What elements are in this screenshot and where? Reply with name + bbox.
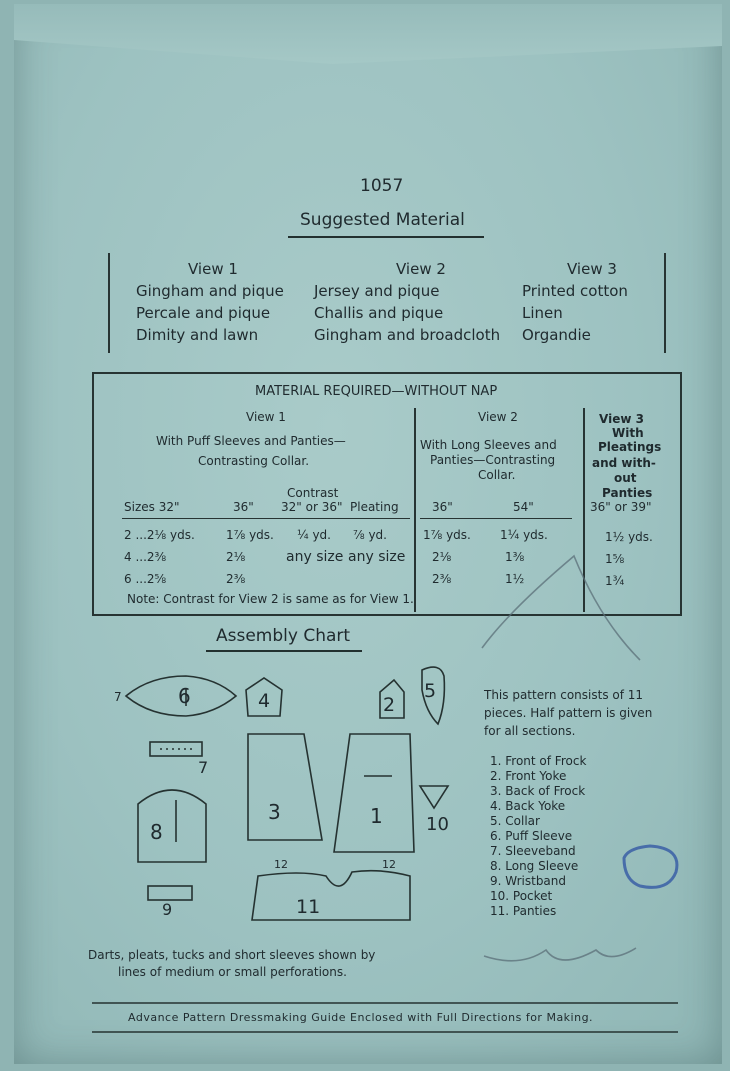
piece-list-item: 11. Panties <box>490 904 557 918</box>
piece-label: 12 <box>274 858 288 871</box>
material-item: Linen <box>522 304 563 322</box>
col-54: 54" <box>513 500 534 514</box>
piece-list-item: 4. Back Yoke <box>490 799 566 813</box>
piece-10-outline <box>420 786 448 808</box>
cell: ⅞ yd. <box>353 528 387 542</box>
view1-label: View 1 <box>188 260 238 278</box>
piece-7-outline <box>150 742 202 756</box>
cell: 1½ <box>505 572 525 586</box>
col-36: 36" <box>233 500 254 514</box>
material-item: Dimity and lawn <box>136 326 259 344</box>
piece-9-outline <box>148 886 192 900</box>
piece-label: 4 <box>258 690 271 712</box>
mr-view2-desc: Collar. <box>478 468 516 482</box>
piece-list-item: 7. Sleeveband <box>490 844 576 858</box>
piece-list-item: 10. Pocket <box>490 889 553 903</box>
perforation-note: Darts, pleats, tucks and short sleeves shown by <box>88 948 376 962</box>
piece-label: 3 <box>268 800 281 824</box>
cell: 4 ...2⅜ <box>124 550 167 564</box>
col-36-39: 36" or 39" <box>590 500 652 514</box>
piece-label: 11 <box>296 896 321 918</box>
pencil-scribble <box>482 556 640 660</box>
material-item: Percale and pique <box>136 304 271 322</box>
perforation-note: lines of medium or small perforations. <box>118 965 347 979</box>
cell: 1⅞ yds. <box>226 528 274 542</box>
piece-label: 10 <box>426 814 449 835</box>
mr-view3-desc: Pleatings <box>598 440 662 454</box>
contrast-note: Note: Contrast for View 2 is same as for View 1. <box>127 592 414 606</box>
cell: 1½ yds. <box>605 530 653 544</box>
material-item: Challis and pique <box>314 304 444 322</box>
mr-contrast-head: Contrast <box>287 486 339 500</box>
piece-11-outline <box>252 871 410 920</box>
suggested-material-title: Suggested Material <box>300 210 465 230</box>
piece-label: 12 <box>382 858 396 871</box>
cell: ¼ yd. <box>297 528 331 542</box>
mr-view3-desc: and with- <box>592 456 656 470</box>
cell: any size <box>286 549 344 565</box>
col-contrast: 32" or 36" <box>281 500 343 514</box>
mr-view1-desc: With Puff Sleeves and Panties— <box>156 434 346 448</box>
cell: 1⅞ yds. <box>423 528 471 542</box>
cell: 1¾ <box>605 574 625 588</box>
cell: 2⅛ <box>226 550 246 564</box>
material-item: Jersey and pique <box>314 282 440 300</box>
piece-label: 1 <box>370 804 383 828</box>
cell: 2⅜ <box>432 572 452 586</box>
assembly-intro: for all sections. <box>484 724 576 738</box>
piece-list-item: 3. Back of Frock <box>490 784 586 798</box>
pattern-number: 1057 <box>360 176 404 196</box>
piece-label: 7 <box>198 758 209 777</box>
piece-3-outline <box>248 734 322 840</box>
cell: 2⅜ <box>226 572 246 586</box>
piece-1-outline <box>334 734 414 852</box>
piece-list-item: 5. Collar <box>490 814 540 828</box>
piece-label: 9 <box>162 900 173 919</box>
mr-view3-label: View 3 <box>599 412 644 426</box>
mr-view1-desc: Contrasting Collar. <box>198 454 310 468</box>
cell: 2⅛ <box>432 550 452 564</box>
mr-view3-desc: out <box>614 471 637 485</box>
cell: 2 ...2⅛ yds. <box>124 528 195 542</box>
cell: 6 ...2⅝ <box>124 572 167 586</box>
mr-view2-label: View 2 <box>478 410 518 424</box>
piece-list-item: 1. Front of Frock <box>490 754 587 768</box>
cell: any size <box>348 549 406 565</box>
handwritten-d-mark <box>624 846 677 887</box>
piece-list-item: 6. Puff Sleeve <box>490 829 573 843</box>
pencil-scribble <box>484 948 636 961</box>
assembly-intro: This pattern consists of 11 <box>484 688 644 702</box>
assembly-chart-title: Assembly Chart <box>216 626 351 646</box>
view2-label: View 2 <box>396 260 446 278</box>
material-item: Gingham and broadcloth <box>314 326 501 344</box>
material-item: Organdie <box>522 326 591 344</box>
mr-view1-label: View 1 <box>246 410 286 424</box>
mr-view3-desc: With <box>612 426 644 440</box>
view3-label: View 3 <box>567 260 617 278</box>
piece-list-item: 2. Front Yoke <box>490 769 567 783</box>
material-item: Gingham and pique <box>136 282 284 300</box>
piece-8-outline <box>138 790 206 862</box>
col-sizes: Sizes 32" <box>124 500 180 514</box>
mr-view2-desc: With Long Sleeves and <box>420 438 557 452</box>
col-pleating: Pleating <box>350 500 399 514</box>
cell: 1⅝ <box>605 552 625 566</box>
mr-view2-desc: Panties—Contrasting <box>430 453 556 467</box>
piece-label: 7 <box>114 690 122 704</box>
piece-label: 2 <box>383 694 396 716</box>
col-36: 36" <box>432 500 453 514</box>
assembly-intro: pieces. Half pattern is given <box>484 706 653 720</box>
material-item: Printed cotton <box>522 282 628 300</box>
footer-text: Advance Pattern Dressmaking Guide Enclosed with Full Directions for Making. <box>128 1011 594 1024</box>
piece-label: 5 <box>424 680 437 702</box>
cell: 1¼ yds. <box>500 528 548 542</box>
cell: 1⅜ <box>505 550 525 564</box>
piece-list-item: 9. Wristband <box>490 874 567 888</box>
material-required-title: MATERIAL REQUIRED—WITHOUT NAP <box>255 384 498 399</box>
mr-view3-desc: Panties <box>602 486 653 500</box>
piece-label: 6 <box>178 684 191 708</box>
piece-list-item: 8. Long Sleeve <box>490 859 579 873</box>
piece-label: 8 <box>150 820 163 844</box>
